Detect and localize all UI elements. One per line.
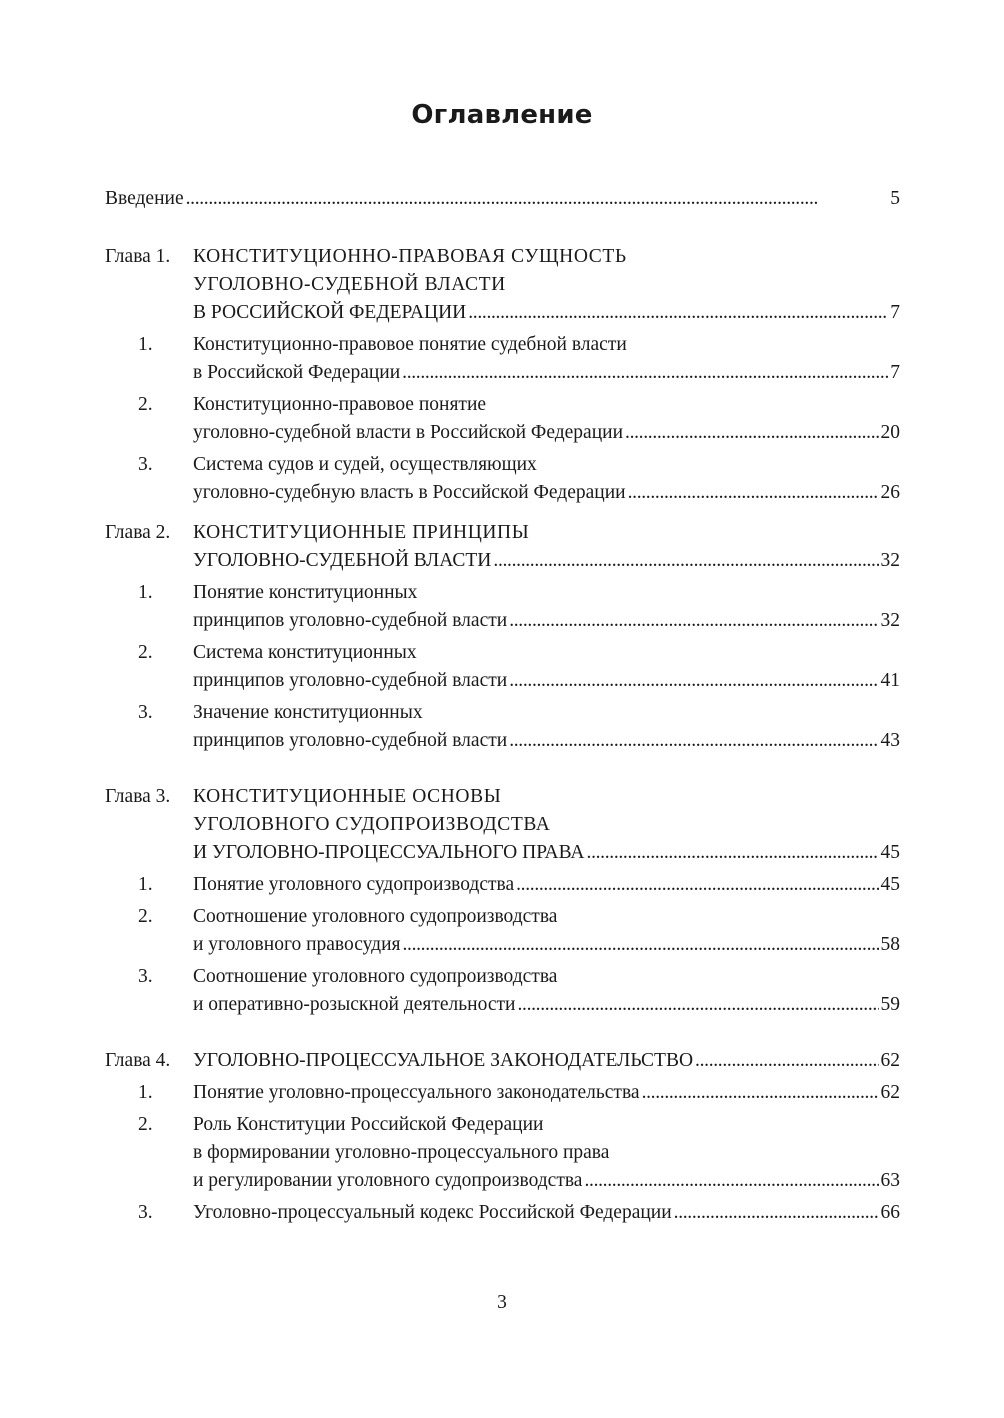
section-title: [193, 903, 900, 959]
chapter-title-text: В РОССИЙСКОЙ ФЕДЕРАЦИИ: [193, 302, 467, 323]
chapter-title: [193, 1047, 900, 1075]
toc-chapter-1[interactable]: [105, 243, 900, 327]
chapter-label: Глава 4.: [105, 1050, 171, 1071]
section-title-line: [193, 1199, 900, 1227]
section-title: [193, 639, 900, 695]
section-title-text: и уголовного правосудия: [193, 934, 401, 955]
section-title-text: в Российской Федерации: [193, 362, 401, 383]
section-number: 2.: [138, 1114, 153, 1135]
toc-page-number: 20: [880, 422, 900, 443]
section-title-line: Конституционно-правовое понятие судебной власти: [193, 334, 627, 355]
section-number: 1.: [138, 334, 153, 355]
page-title: Оглавление: [411, 100, 593, 130]
section-title-line: [193, 479, 900, 507]
dot-leader: [509, 607, 878, 635]
toc-page-number: 32: [880, 550, 900, 571]
toc-chapter-2[interactable]: [105, 519, 900, 575]
toc-page-number: 43: [880, 730, 900, 751]
dot-leader: [695, 1047, 878, 1075]
chapter-title-line: УГОЛОВНОГО СУДОПРОИЗВОДСТВА: [193, 814, 551, 835]
section-title-line: [193, 419, 900, 447]
toc-page-number: 62: [880, 1050, 900, 1071]
dot-leader: [587, 839, 879, 867]
section-number: 3.: [138, 454, 153, 475]
section-title: [193, 963, 900, 1019]
section-title: [193, 1199, 900, 1227]
toc-section[interactable]: [105, 579, 900, 635]
section-number: 3.: [138, 702, 153, 723]
section-title: [193, 331, 900, 387]
dot-leader: [517, 991, 878, 1019]
section-title-line: в формировании уголовно-процессуального права: [193, 1142, 610, 1163]
section-number: 2.: [138, 642, 153, 663]
chapter-title: [193, 519, 900, 575]
toc-page-number: 26: [880, 482, 900, 503]
toc-section[interactable]: [105, 331, 900, 387]
section-title: [193, 871, 900, 899]
toc-page-number: 63: [880, 1170, 900, 1191]
toc-entry-content: [105, 185, 900, 213]
chapter-title-line: [193, 1047, 900, 1075]
section-title-text: принципов уголовно-судебной власти: [193, 610, 508, 631]
toc-section[interactable]: [105, 903, 900, 959]
section-title-line: Соотношение уголовного судопроизводства: [193, 966, 558, 987]
chapter-title-line: КОНСТИТУЦИОННО-ПРАВОВАЯ СУЩНОСТЬ: [193, 246, 627, 267]
dot-leader: [509, 667, 878, 695]
dot-leader: [509, 727, 878, 755]
toc-section[interactable]: [105, 699, 900, 755]
section-title-text: принципов уголовно-судебной власти: [193, 730, 508, 751]
toc-entry-line: [105, 185, 900, 213]
toc-section[interactable]: [105, 1079, 900, 1107]
section-title: [193, 579, 900, 635]
dot-leader: [402, 359, 888, 387]
section-title-line: Значение конституционных: [193, 702, 423, 723]
toc-section[interactable]: [105, 391, 900, 447]
section-title-line: Конституционно-правовое понятие: [193, 394, 487, 415]
dot-leader: [642, 1079, 879, 1107]
section-number: 2.: [138, 394, 153, 415]
toc-entry-title: Введение: [105, 188, 184, 209]
section-number: 1.: [138, 1082, 153, 1103]
section-title-line: [193, 1079, 900, 1107]
toc-section[interactable]: [105, 871, 900, 899]
section-title-text: принципов уголовно-судебной власти: [193, 670, 508, 691]
section-title-line: Система конституционных: [193, 642, 417, 663]
section-number: 3.: [138, 966, 153, 987]
chapter-title-text: УГОЛОВНО-СУДЕБНОЙ ВЛАСТИ: [193, 550, 492, 571]
toc-section[interactable]: [105, 639, 900, 695]
chapter-title-line: [193, 299, 900, 327]
section-title: [193, 451, 900, 507]
toc-chapter-3[interactable]: [105, 783, 900, 867]
chapter-title: [193, 243, 900, 327]
section-title-line: Роль Конституции Российской Федерации: [193, 1114, 544, 1135]
chapter-title-line: КОНСТИТУЦИОННЫЕ ОСНОВЫ: [193, 786, 502, 807]
toc-page-number: 32: [880, 610, 900, 631]
toc-page-number: 7: [890, 362, 900, 383]
section-title-text: Понятие уголовного судопроизводства: [193, 874, 515, 895]
section-title-text: уголовно-судебной власти в Российской Федерации: [193, 422, 624, 443]
toc-page-number: 66: [880, 1202, 900, 1223]
section-title-line: [193, 607, 900, 635]
toc-page-number: 58: [880, 934, 900, 955]
section-title-text: уголовно-судебную власть в Российской Федерации: [193, 482, 626, 503]
toc-section[interactable]: [105, 451, 900, 507]
dot-leader: [625, 419, 878, 447]
section-title-text: и оперативно-розыскной деятельности: [193, 994, 516, 1015]
toc-page-number: 45: [880, 874, 900, 895]
toc-entry-intro[interactable]: [105, 185, 900, 213]
section-title-line: [193, 727, 900, 755]
dot-leader: [468, 299, 888, 327]
toc-section[interactable]: [105, 1111, 900, 1195]
section-title-text: и регулировании уголовного судопроизводства: [193, 1170, 583, 1191]
chapter-title: [193, 783, 900, 867]
section-title-line: [193, 931, 900, 959]
toc-page-number: 5: [890, 188, 900, 209]
table-of-contents: [105, 185, 900, 1227]
page-number: 3: [497, 1292, 507, 1313]
section-title: [193, 1111, 900, 1195]
chapter-title-line: [193, 839, 900, 867]
section-number: 3.: [138, 1202, 153, 1223]
chapter-title-line: УГОЛОВНО-СУДЕБНОЙ ВЛАСТИ: [193, 274, 506, 295]
section-number: 1.: [138, 874, 153, 895]
toc-page-number: 59: [880, 994, 900, 1015]
dot-leader: [186, 185, 889, 213]
dot-leader: [516, 871, 878, 899]
dot-leader: [493, 547, 878, 575]
section-title: [193, 391, 900, 447]
dot-leader: [628, 479, 879, 507]
chapter-title-text: УГОЛОВНО-ПРОЦЕССУАЛЬНОЕ ЗАКОНОДАТЕЛЬСТВО: [193, 1050, 694, 1071]
dot-leader: [584, 1167, 878, 1195]
section-title-line: [193, 991, 900, 1019]
section-number: 1.: [138, 582, 153, 603]
toc-section[interactable]: [105, 1199, 900, 1227]
toc-page-number: 62: [880, 1082, 900, 1103]
chapter-title-line: [193, 547, 900, 575]
section-title: [193, 1079, 900, 1107]
section-title-line: Соотношение уголовного судопроизводства: [193, 906, 558, 927]
toc-page-number: 45: [880, 842, 900, 863]
dot-leader: [402, 931, 878, 959]
section-title-line: [193, 1167, 900, 1195]
section-title-line: [193, 667, 900, 695]
section-title-line: [193, 359, 900, 387]
section-title-line: [193, 871, 900, 899]
toc-section[interactable]: [105, 963, 900, 1019]
chapter-title-text: И УГОЛОВНО-ПРОЦЕССУАЛЬНОГО ПРАВА: [193, 842, 585, 863]
chapter-title-line: КОНСТИТУЦИОННЫЕ ПРИНЦИПЫ: [193, 522, 530, 543]
section-title-line: Система судов и судей, осуществляющих: [193, 454, 537, 475]
toc-page-number: 41: [880, 670, 900, 691]
toc-chapter-4[interactable]: [105, 1047, 900, 1075]
chapter-label: Глава 2.: [105, 522, 171, 543]
section-title-line: Понятие конституционных: [193, 582, 418, 603]
chapter-label: Глава 1.: [105, 246, 171, 267]
chapter-label: Глава 3.: [105, 786, 171, 807]
toc-page-number: 7: [890, 302, 900, 323]
section-number: 2.: [138, 906, 153, 927]
section-title-text: Уголовно-процессуальный кодекс Российской Федерации: [193, 1202, 672, 1223]
section-title-text: Понятие уголовно-процессуального законодательства: [193, 1082, 640, 1103]
section-title: [193, 699, 900, 755]
dot-leader: [674, 1199, 879, 1227]
